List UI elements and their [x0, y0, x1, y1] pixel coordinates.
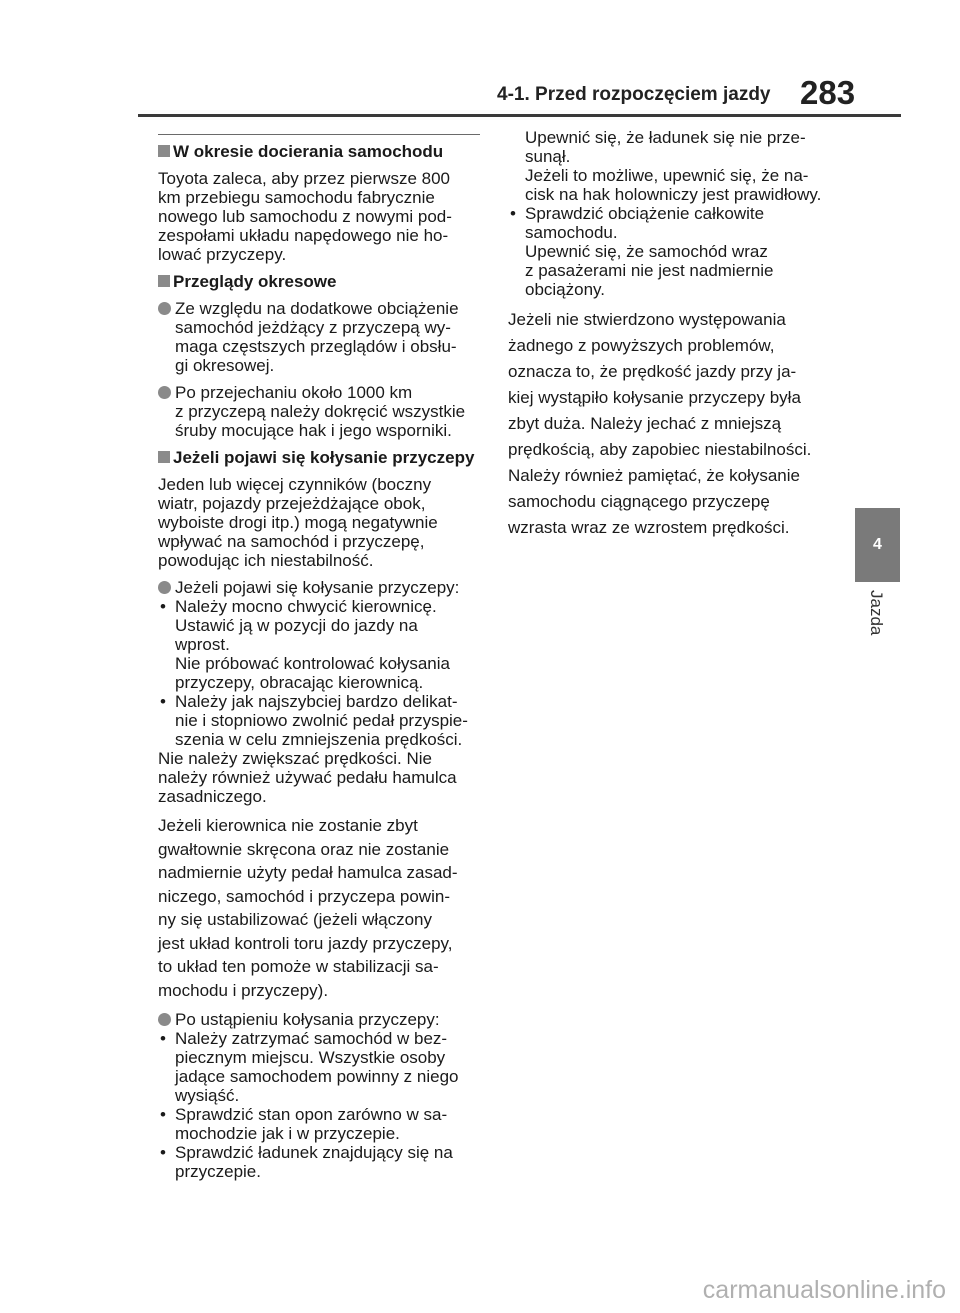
chapter-label: Jazda: [867, 590, 886, 636]
bullet-item: • Należy zatrzymać samochód w bez- piecznym miejscu. Wszystkie osoby jadące samochodem powinny z niego wysiąść.: [160, 1029, 459, 1105]
bullet-item: • Sprawdzić ładunek znajdujący się na przyczepie.: [160, 1143, 453, 1181]
bullet-item: • Sprawdzić stan opon zarówno w sa- mochodzie jak i w przyczepie.: [160, 1105, 448, 1143]
page-number: 283: [800, 74, 856, 111]
square-bullet-icon: [158, 275, 170, 287]
list-item: Ze względu na dodatkowe obciążenie samochód jeżdżący z przyczepą wy- maga częstszych przeglądów i obsłu- gi okresowej.: [158, 299, 493, 375]
round-bullet-icon: [158, 581, 171, 594]
watermark: carmanualsonline.info: [702, 1276, 946, 1304]
paragraph-stabilize: Jeżeli kierownica nie zostanie zbyt gwałtownie skręcona oraz nie zostanie nadmiernie użyty pedał hamulca zasad- niczego, samochód i przyczepa powin- ny się ustabilizować (jeżeli włączony jest układ kontroli toru jazdy przyczepy, to układ ten pomoże w stabilizacji sa- mochodu i przyczepy).: [158, 816, 458, 1000]
paragraph-final: Jeżeli nie stwierdzono występowania żadnego z powyższych problemów, oznacza to, że prędkość jazdy przy ja- kiej wystąpiło kołysanie przyczepy była zbyt duża. Należy jechać z mniejszą prędkością, aby zapobiec niestabilności. Należy również pamiętać, że kołysanie samochodu ciągnącego przyczepę wzrasta wraz ze wzrostem prędkości.: [508, 310, 812, 537]
round-bullet-icon: [158, 1013, 171, 1026]
heading-running-in: W okresie docierania samochodu: [158, 142, 493, 161]
right-column: [508, 128, 848, 549]
paragraph-no-accelerate: Nie należy zwiększać prędkości. Nie należy również używać pedału hamulca zasadniczego.: [158, 749, 457, 806]
chapter-tab: [855, 508, 900, 582]
list-item: Po przejechaniu około 1000 km z przyczepą należy dokręcić wszystkie śruby mocujące hak i jego wsporniki.: [158, 383, 493, 440]
heading-inspections: Przeglądy okresowe: [158, 272, 493, 291]
list-item: Jeżeli pojawi się kołysanie przyczepy:: [158, 578, 493, 597]
heading-trailer-sway: Jeżeli pojawi się kołysanie przyczepy: [158, 448, 493, 467]
bullet-item: • Należy mocno chwycić kierownicę. Ustawić ją w pozycji do jazdy na wprost. Nie próbować kontrolować kołysania przyczepy, obracając kierownicą.: [160, 597, 450, 692]
paragraph-running-in: Toyota zaleca, aby przez pierwsze 800 km przebiegu samochodu fabrycznie nowego lub samochodu z nowymi pod- zespołami układu napędowego nie ho- lować przyczepy.: [158, 169, 452, 264]
paragraph-sway-causes: Jeden lub więcej czynników (boczny wiatr, pojazdy przejeżdżające obok, wyboiste drogi itp.) mogą negatywnie wpływać na samochód i przyczepę, powodując ich niestabilność.: [158, 475, 438, 570]
header-rule: [138, 114, 901, 117]
column-top-rule: [158, 134, 480, 135]
list-item: Po ustąpieniu kołysania przyczepy:: [158, 1010, 493, 1029]
section-title: 4-1. Przed rozpoczęciem jazdy: [497, 84, 771, 105]
bullet-item: • Należy jak najszybciej bardzo delikat- nie i stopniowo zwolnić pedał przyspie- szenia w celu zmniejszenia prędkości.: [160, 692, 468, 749]
square-bullet-icon: [158, 145, 170, 157]
bullet-item: • Sprawdzić obciążenie całkowite samochodu. Upewnić się, że samochód wraz z pasażerami nie jest nadmiernie obciążony.: [510, 204, 774, 299]
bullet-continuation: Upewnić się, że ładunek się nie prze- sunął. Jeżeli to możliwe, upewnić się, że na- cisk na hak holowniczy jest prawidłowy.: [525, 128, 822, 204]
round-bullet-icon: [158, 386, 171, 399]
chapter-number: 4: [873, 536, 882, 553]
left-column: [158, 142, 493, 1181]
square-bullet-icon: [158, 451, 170, 463]
round-bullet-icon: [158, 302, 171, 315]
